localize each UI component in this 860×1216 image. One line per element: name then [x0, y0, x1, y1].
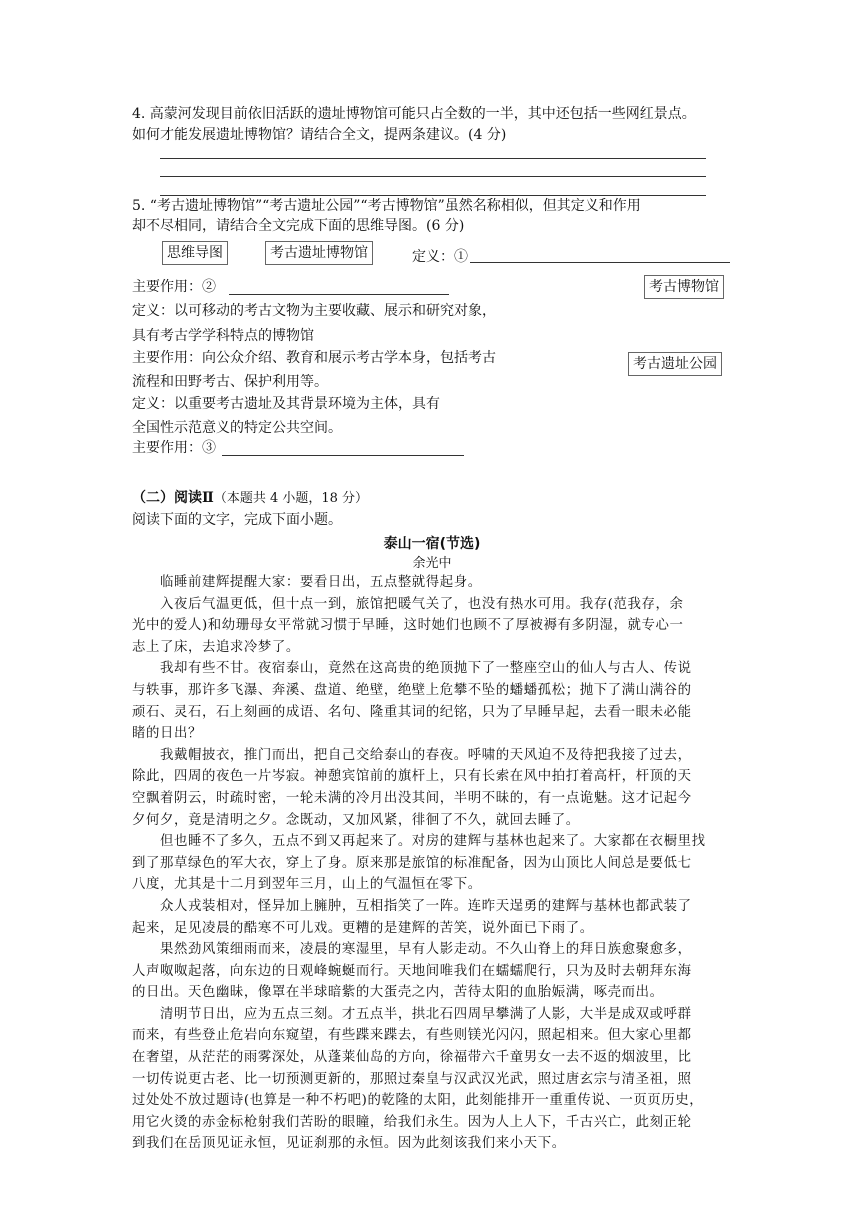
article-line: 一切传说更古老、比一切预测更新的，那照过秦皇与汉武汉光武，照过唐玄宗与清圣祖，照: [132, 1071, 692, 1087]
article-title: 泰山一宿(节选): [383, 536, 481, 552]
mindmap-root: 思维导图: [162, 241, 228, 265]
article-author: 余光中: [412, 556, 452, 571]
article-line: 与轶事，那许多飞瀑、奔溪、盘道、绝壁，绝壁上危攀不坠的蟠蟠孤松；抛下了满山满谷的: [132, 682, 692, 698]
article-line: 光中的爱人)和幼珊母女平常就习惯于早睡，这时她们也顾不了厚被褥有多阴湿，就专心一: [132, 618, 684, 634]
node1-definition-blank[interactable]: [470, 262, 730, 263]
article-line: 睹的日出？: [132, 726, 202, 742]
answer-line[interactable]: [160, 176, 706, 177]
article-line: 人声呶呶起落，向东边的日观峰蜿蜒而行。天地间唯我们在蠕蠕爬行，只为及时去朝拜东海: [132, 963, 692, 979]
article-line: 而来，有些登止危岩向东窥望，有些蹀来蹀去，有些则镁光闪闪，照起相来。但大家心里都: [132, 1028, 692, 1044]
article-body: [132, 572, 732, 1155]
article-line: 我却有些不甘。夜宿泰山，竟然在这高贵的绝顶抛下了一整座空山的仙人与古人、传说: [132, 661, 692, 677]
node2-definition-line2: 具有考古学学科特点的博物馆: [132, 328, 314, 344]
node2-definition-line1: 定义：以可移动的考古文物为主要收藏、展示和研究对象，: [132, 303, 496, 319]
section-heading-title: （二）阅读Ⅱ: [132, 490, 214, 506]
article-line: 但也睡不了多久，五点不到又再起来了。对房的建辉与基林也起来了。大家都在衣橱里找: [132, 834, 706, 850]
article-line: 入夜后气温更低，但十点一到，旅馆把暖气关了，也没有热水可用。我存(范我存，余: [132, 596, 684, 612]
article-line: 众人戎装相对，怪异加上臃肿，互相指笑了一阵。连昨天逞勇的建辉与基林也都武装了: [132, 898, 692, 914]
mindmap-node-archaeological-museum: 考古博物馆: [644, 275, 724, 299]
node2-role-line2: 流程和田野考古、保护利用等。: [132, 374, 328, 390]
article-line: 八度，尤其是十二月到翌年三月，山上的气温恒在零下。: [132, 877, 482, 893]
article-line: 在奢望，从茫茫的雨雾深处，从蓬莱仙岛的方向，徐福带六千童男女一去不返的烟波里，比: [132, 1050, 692, 1066]
node3-definition-line1: 定义：以重要考古遗址及其背景环境为主体，具有: [132, 396, 440, 412]
section-heading: [132, 488, 368, 509]
node1-role-blank[interactable]: [229, 294, 449, 295]
node3-role-blank[interactable]: [222, 455, 464, 456]
node3-role-label: 主要作用：③: [132, 440, 216, 456]
article-line: 空飘着阴云，时疏时密，一轮未满的冷月出没其间，半明不昧的，有一点诡魅。这才记起今: [132, 790, 692, 806]
question-4-line2: 如何才能发展遗址博物馆？请结合全文，提两条建议。(4 分): [132, 127, 507, 143]
node1-role-label: 主要作用：②: [132, 279, 216, 295]
article-line: 顽石、灵石，石上刻画的成语、名句、隆重其词的纪铭，只为了早睡早起，去看一眼未必能: [132, 704, 692, 720]
article-line: 到我们在岳顶见证永恒，见证刹那的永恒。因为此刻该我们来小天下。: [132, 1136, 566, 1152]
section-heading-note: （本题共 4 小题，18 分）: [213, 491, 369, 506]
section-instruction: 阅读下面的文字，完成下面小题。: [132, 512, 342, 528]
article-line: 我戴帽披衣，推门而出，把自己交给泰山的春夜。呼啸的天风迫不及待把我接了过去，: [132, 747, 692, 763]
question-4-line1: 4. 高蒙河发现目前依旧活跃的遗址博物馆可能只占全数的一半，其中还包括一些网红景点。: [132, 106, 696, 122]
question-5-line2: 却不尽相同，请结合全文完成下面的思维导图。(6 分): [132, 218, 465, 234]
node2-role-line1: 主要作用：向公众介绍、教育和展示考古学本身，包括考古: [132, 350, 496, 366]
article-line: 起来，足见凌晨的酷寒不可儿戏。更糟的是建辉的苦笑，说外面已下雨了。: [132, 920, 594, 936]
node3-definition-line2: 全国性示范意义的特定公共空间。: [132, 420, 342, 436]
article-line: 的日出。天色幽昧，像罩在半球暗紫的大蛋壳之内，苦待太阳的血胎娠满，啄壳而出。: [132, 985, 664, 1001]
article-line: 过处处不放过题诗(也算是一种不朽吧)的乾隆的太阳，此刻能排开一重重传说、一页页历史，: [132, 1093, 704, 1109]
article-line: 用它火烫的赤金标枪射我们苦盼的眼瞳，给我们永生。因为人上人下，千古兴亡，此刻正轮: [132, 1114, 692, 1130]
article-line: 清明节日出，应为五点三刻。才五点半，拱北石四周早攀满了人影，大半是成双或呼群: [132, 1006, 692, 1022]
node1-definition-label: 定义：①: [412, 249, 468, 265]
article-line: 志上了床，去追求冷梦了。: [132, 639, 300, 655]
mindmap-node-archaeological-site-park: 考古遗址公园: [628, 352, 722, 376]
answer-line[interactable]: [160, 158, 706, 159]
article-line: 夕何夕，竟是清明之夕。念既动，又加风紧，徘徊了不久，就回去睡了。: [132, 812, 580, 828]
mindmap-node-archaeological-site-museum: 考古遗址博物馆: [265, 241, 373, 265]
question-5-line1: 5. “考古遗址博物馆”“考古遗址公园”“考古博物馆”虽然名称相似，但其定义和作用: [132, 198, 641, 214]
article-line: 临睡前建辉提醒大家：要看日出，五点整就得起身。: [132, 575, 482, 590]
article-line: 果然劲风策细雨而来，凌晨的寒湿里，早有人影走动。不久山脊上的拜日族愈聚愈多，: [132, 942, 692, 958]
article-line: 到了那草绿色的军大衣，穿上了身。原来那是旅馆的标准配备，因为山顶比人间总是要低七: [132, 855, 692, 871]
article-line: 除此，四周的夜色一片岑寂。神憩宾馆前的旗杆上，只有长索在风中拍打着高杆，杆顶的天: [132, 769, 692, 785]
